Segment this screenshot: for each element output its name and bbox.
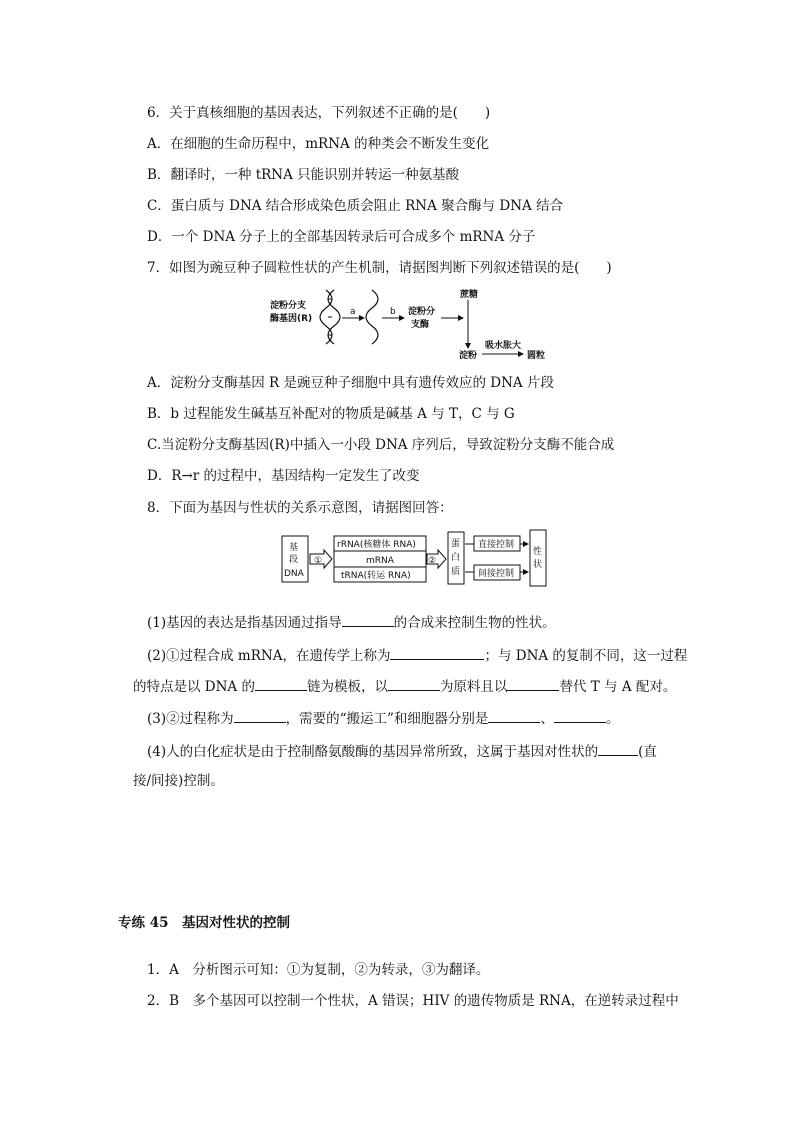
q8-trna-label: tRNA(转运 RNA): [341, 571, 411, 581]
q8-trait-char-2: 状: [533, 560, 543, 570]
q6-option-c: C．蛋白质与 DNA 结合形成染色质会阻止 RNA 聚合酶与 DNA 结合: [147, 198, 564, 214]
q8-part1-text-a: (1)基因的表达是指基因通过指导: [147, 615, 342, 631]
answers-heading: 专练 45 基因对性状的控制: [118, 915, 290, 931]
q6-option-a: A．在细胞的生命历程中，mRNA 的种类会不断发生变化: [147, 136, 490, 152]
q8-rrna-label: rRNA(核糖体 RNA): [337, 540, 416, 550]
q8-part2-blank-2[interactable]: [255, 676, 307, 691]
q8-gene-char-2: 段: [289, 555, 299, 565]
q7-option-a: A．淀粉分支酶基因 R 是豌豆种子细胞中具有遗传效应的 DNA 片段: [147, 375, 554, 391]
q7-enzyme-label-2: 支酶: [411, 320, 430, 330]
q6-option-b: B．翻译时，一种 tRNA 只能识别并转运一种氨基酸: [147, 167, 460, 183]
q8-part2-text-b: ；与 DNA 的复制不同，这一过程: [484, 648, 688, 664]
q8-protein-char-3: 质: [451, 567, 461, 577]
q8-step1-label: ①: [314, 556, 323, 566]
q8-part4-blank[interactable]: [598, 741, 638, 756]
q7-option-b: B．b 过程能发生碱基互补配对的物质是碱基 A 与 T，C 与 G: [147, 406, 515, 422]
q7-absorb-label: 吸水胀大: [485, 341, 522, 351]
q7-option-c: C.当淀粉分支酶基因(R)中插入一小段 DNA 序列后，导致淀粉分支酶不能合成: [147, 437, 615, 453]
q8-protein-char-1: 蛋: [451, 539, 461, 549]
q7-round-label: 圆粒: [527, 351, 546, 361]
q7-arrow-a-label: a: [350, 307, 356, 317]
q8-part3-text-b: ，需要的“搬运工”和细胞器分别是: [285, 711, 489, 727]
q8-part3-blank-1[interactable]: [234, 708, 286, 723]
q8-part2-text-f: 替代 T 与 A 配对。: [559, 679, 677, 695]
q7-option-d: D．R→r 的过程中，基因结构一定发生了改变: [147, 468, 420, 484]
q8-part2-line1: [147, 645, 687, 666]
q7-arrow-b-label: b: [390, 307, 396, 317]
q8-part3-text-c: 、: [540, 711, 554, 727]
q8-indirect-label: 间接控制: [478, 569, 515, 579]
q8-protein-char-2: 白: [451, 553, 461, 563]
q8-part2-blank-1[interactable]: [390, 645, 484, 660]
q7-gene-label-2: 酶基因(R): [270, 314, 313, 324]
q8-stem: 8．下面为基因与性状的关系示意图，请据图回答：: [147, 500, 453, 516]
q8-part1: [147, 612, 556, 633]
q8-part4-line1: [147, 741, 657, 762]
q7-enzyme-label-1: 淀粉分: [408, 307, 436, 317]
mrna-strand-icon: [366, 290, 378, 344]
q8-part2-text-e: 为原料且以: [439, 679, 508, 695]
q8-part2-line2: [133, 676, 676, 697]
q8-part2-text-a: (2)①过程合成 mRNA，在遗传学上称为: [147, 648, 391, 664]
q8-dna-label: DNA: [284, 569, 304, 579]
q8-part3-text-a: (3)②过程称为: [147, 711, 234, 727]
q8-part3-blank-3[interactable]: [554, 708, 606, 723]
q8-trait-char-1: 性: [533, 547, 543, 557]
q8-mrna-label: mRNA: [366, 556, 394, 566]
q8-part4-text-b: (直: [638, 744, 657, 760]
q8-part3-text-d: 。: [605, 711, 620, 727]
dna-helix-icon: [320, 290, 340, 344]
q8-part2-text-d: 链为模板，以: [306, 679, 388, 695]
q8-direct-label: 直接控制: [478, 540, 515, 550]
q8-part4-text-a: (4)人的白化症状是由于控制酪氨酸酶的基因异常所致，这属于基因对性状的: [147, 744, 599, 760]
q8-step2-label: ②: [428, 556, 437, 566]
answer-1: 1．A 分析图示可知：①为复制，②为转录，③为翻译。: [147, 962, 490, 978]
q8-part2-blank-4[interactable]: [507, 676, 559, 691]
q6-stem: 6．关于真核细胞的基因表达，下列叙述不正确的是( ): [147, 105, 491, 121]
q8-part1-blank[interactable]: [342, 612, 394, 627]
q7-starch-label: 淀粉: [459, 351, 478, 361]
q8-figure: [278, 528, 548, 588]
q8-part3-blank-2[interactable]: [488, 708, 540, 723]
q8-part1-text-b: 的合成来控制生物的性状。: [393, 615, 556, 631]
q7-sucrose-label: 蔗糖: [460, 290, 479, 300]
q6-option-d: D．一个 DNA 分子上的全部基因转录后可合成多个 mRNA 分子: [147, 229, 536, 245]
q8-gene-char-1: 基: [289, 543, 299, 553]
q7-figure: [268, 286, 558, 364]
q8-part4-line2: 接/间接)控制。: [133, 773, 224, 789]
q7-stem: 7．如图为豌豆种子圆粒性状的产生机制，请据图判断下列叙述错误的是( ): [147, 260, 612, 276]
answer-2: 2．B 多个基因可以控制一个性状，A 错误；HIV 的遗传物质是 RNA，在逆转录过程中: [147, 993, 679, 1009]
q8-part2-text-c: 的特点是以 DNA 的: [133, 679, 255, 695]
q8-part3: [147, 708, 619, 729]
q8-part2-blank-3[interactable]: [388, 676, 440, 691]
q7-gene-label-1: 淀粉分支: [270, 301, 307, 311]
